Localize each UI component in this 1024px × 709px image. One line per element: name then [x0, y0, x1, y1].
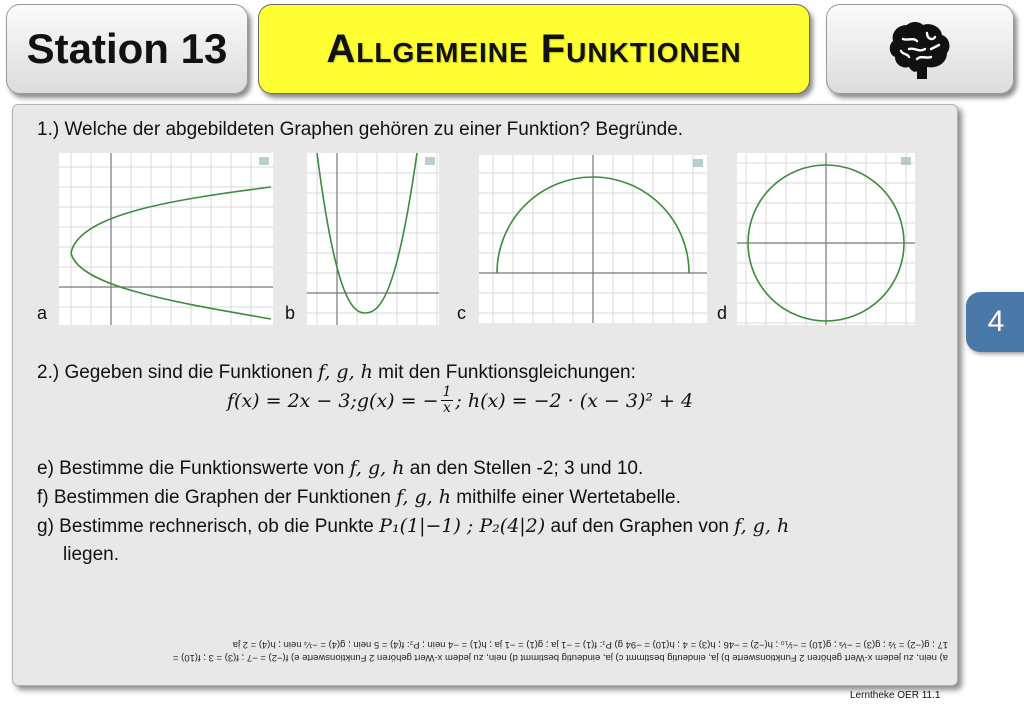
task2-intro-funcs: f, g, h	[317, 361, 373, 383]
station-header	[6, 4, 248, 94]
equation-f: f(x) = 2x − 3;	[227, 389, 357, 412]
station-label: Station 13	[26, 25, 228, 72]
graph-a	[59, 153, 273, 325]
brain-icon	[887, 19, 953, 79]
graph-c	[479, 155, 707, 323]
footer-credit: Lerntheke OER 11.1	[850, 690, 941, 701]
task-f-funcs: f, g, h	[396, 486, 451, 508]
task-f-post: mithilfe einer Wertetabelle.	[451, 487, 681, 508]
station-tab[interactable]	[966, 292, 1024, 352]
equation-h: ; h(x) = −2 · (x − 3)² + 4	[455, 389, 694, 412]
task-e-post: an den Stellen -2; 3 und 10.	[404, 458, 644, 479]
graph-d-plot	[737, 153, 915, 325]
function-equations	[227, 385, 693, 416]
graph-c-label: c	[457, 303, 466, 323]
answer-line-2: 17 ; g(−2) = ½ ; g(3) = −⅓ ; g(10) = −¹⁄₁₀ ; h(−2) = −46 ; h(3) = 4 ; h(10) = −94 g) P₁: f(1) = −1 ja ; g(1) = −1 ja ; h(1) = −4 nein ; P₂: f(4) = 5 nein ; g(4) = −¼ nein ; h(4) = 2 ja	[232, 639, 948, 650]
fraction-numerator: 1	[442, 384, 452, 400]
task-e-funcs: f, g, h	[349, 457, 405, 479]
graph-b-label: b	[285, 303, 296, 323]
task-g-pre: g) Bestimme rechnerisch, ob die Punkte	[37, 516, 380, 537]
task-f-pre: f) Bestimmen die Graphen der Funktionen	[37, 487, 397, 508]
page-title: Allgemeine Funktionen	[326, 26, 742, 71]
task-g	[37, 515, 789, 538]
brain-header	[826, 4, 1014, 94]
title-header	[258, 4, 810, 94]
equation-g-prefix: g(x) = −	[356, 389, 439, 412]
task-g-points: P₁(1|−1) ; P₂(4|2)	[379, 515, 546, 537]
graph-c-plot	[479, 155, 707, 323]
graph-d-label: d	[717, 303, 728, 323]
task2-intro	[37, 361, 636, 384]
task-e-pre: e) Bestimme die Funktionswerte von	[37, 458, 350, 479]
tab-number: 4	[987, 305, 1005, 338]
graph-a-plot	[59, 153, 273, 325]
answer-key	[96, 638, 948, 664]
graph-b	[307, 153, 439, 325]
task2-intro-post: mit den Funktionsgleichungen:	[372, 362, 636, 383]
task1-question: 1.) Welche der abgebildeten Graphen gehören zu einer Funktion? Begründe.	[37, 119, 684, 140]
task-g-line2: liegen.	[63, 544, 119, 565]
graph-d	[737, 153, 915, 325]
task-f	[37, 486, 681, 509]
graph-a-label: a	[37, 303, 48, 323]
answer-line-1: a) nein, zu jedem x-Wert gehören 2 Funktionswerte b) ja, eindeutig bestimmt c) ja, eindeutig bestimmt d) nein, zu jedem x-Wert gehören 2 Funktionswerte e) f(−2) = −7 ; f(3) = 3 ; f(10) =	[172, 652, 948, 663]
task-g-funcs: f, g, h	[734, 515, 790, 537]
task-g-mid: auf den Graphen von	[545, 516, 735, 537]
task2-intro-pre: 2.) Gegeben sind die Funktionen	[37, 362, 318, 383]
graph-b-plot	[307, 153, 439, 325]
task-e	[37, 457, 643, 480]
equation-g-fraction	[441, 385, 454, 416]
task-panel	[12, 104, 958, 686]
fraction-denominator: x	[443, 400, 451, 416]
